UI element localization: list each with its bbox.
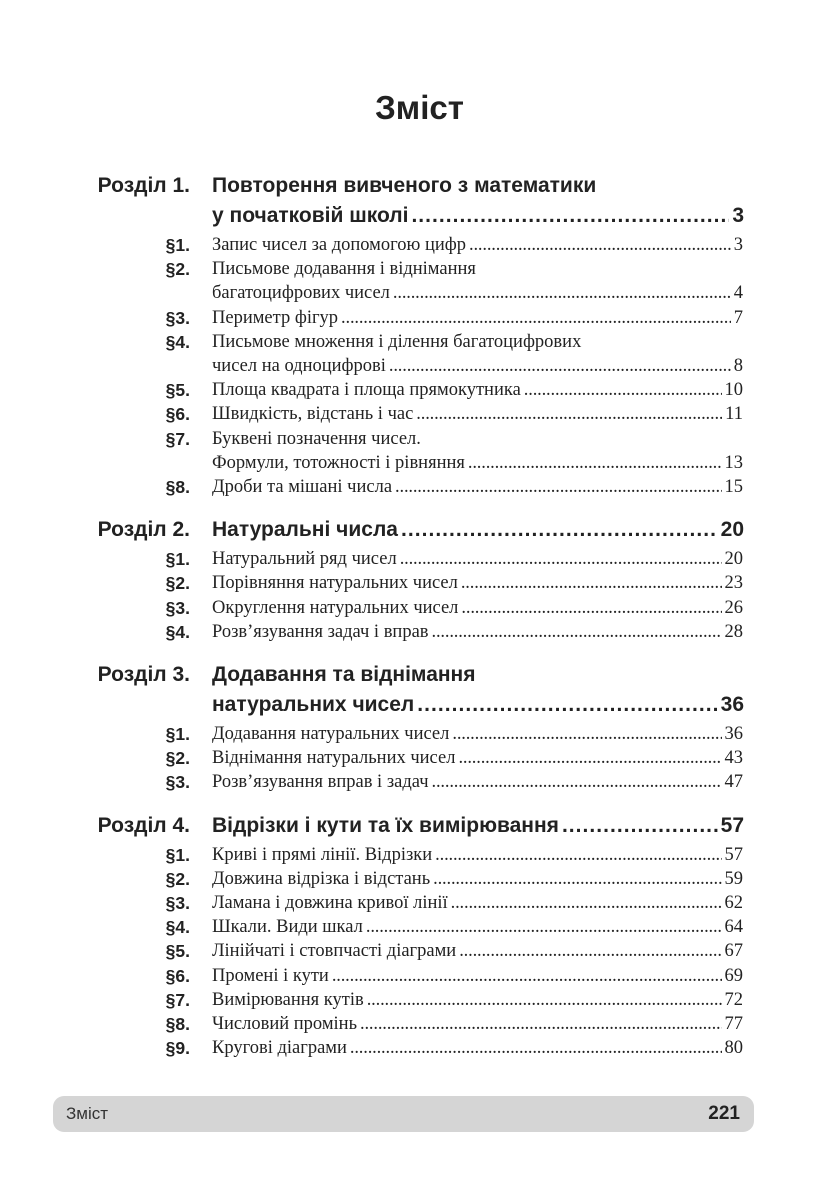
section-title-text: Криві і прямі лінії. Відрізки <box>212 844 433 865</box>
section-label: §5. <box>165 941 190 962</box>
page-title: Зміст <box>375 89 464 126</box>
section-title-text: Формули, тотожності і рівняння <box>212 452 465 473</box>
section-title-text: чисел на одноцифрові <box>212 355 386 376</box>
chapter-title-line <box>212 171 744 201</box>
dot-leader <box>433 867 721 891</box>
section-title-line <box>212 939 743 963</box>
section-entry <box>0 988 839 1012</box>
dot-leader <box>411 201 729 231</box>
chapter-title-line <box>212 515 744 545</box>
section-entry <box>0 330 839 378</box>
section-title-line <box>212 475 743 499</box>
section-label: §3. <box>165 307 190 328</box>
section-label: §5. <box>165 380 190 401</box>
section-label: §7. <box>165 989 190 1010</box>
page-number: 57 <box>724 844 743 865</box>
dot-leader <box>366 915 722 939</box>
section-title-line <box>212 964 743 988</box>
section-title-line <box>212 1036 743 1060</box>
dot-leader <box>435 843 721 867</box>
dot-leader <box>367 988 722 1012</box>
section-entry <box>0 915 839 939</box>
section-title-line <box>212 988 743 1012</box>
chapter-entry <box>0 171 839 231</box>
chapter-title-text: у початковій школі <box>212 204 409 227</box>
section-entry <box>0 306 839 330</box>
page-number: 62 <box>724 893 743 913</box>
section-title-line <box>212 281 743 305</box>
footer-bar <box>53 1096 754 1132</box>
section-label: §1. <box>165 549 190 570</box>
section-title-line <box>212 1012 743 1036</box>
page-number: 26 <box>724 597 743 618</box>
dot-leader <box>432 770 722 794</box>
dot-leader <box>360 1012 721 1036</box>
section-label: §8. <box>165 1014 190 1034</box>
section-title-text: Периметр фігур <box>212 307 339 328</box>
section-title-text: Ламана і довжина кривої лінії <box>212 893 448 913</box>
section-label: §7. <box>165 428 190 449</box>
page-number: 67 <box>724 941 743 962</box>
section-title-line <box>212 257 743 281</box>
chapter-title-line <box>212 811 744 841</box>
section-entry <box>0 402 839 426</box>
chapter-title-text: Натуральні числа <box>212 518 398 542</box>
chapter-title-line <box>212 201 744 231</box>
section-entry <box>0 233 839 257</box>
dot-leader <box>416 402 722 426</box>
dot-leader <box>341 306 731 330</box>
page-number: 3 <box>733 235 743 255</box>
section-title-text: Промені і кути <box>212 965 329 986</box>
chapter-label: Розділ 2. <box>97 518 190 542</box>
section-title-text: Натуральний ряд чисел <box>212 549 397 570</box>
page-number: 3 <box>732 204 744 227</box>
section-title-text: Віднімання натуральних чисел <box>212 748 456 769</box>
page-number: 43 <box>724 748 743 769</box>
section-title-line <box>212 891 743 915</box>
page-number: 59 <box>724 868 743 889</box>
section-entry <box>0 891 839 915</box>
page-number: 20 <box>720 518 744 542</box>
section-title-line <box>212 306 743 330</box>
section-title-text: Лінійчаті і стовпчасті діаграми <box>212 941 457 962</box>
section-label: §8. <box>165 477 190 497</box>
section-title-line <box>212 596 743 620</box>
dot-leader <box>451 891 722 915</box>
section-title-text: Розв’язування задач і вправ <box>212 621 429 642</box>
dot-leader <box>452 722 721 746</box>
dot-leader <box>459 939 721 963</box>
section-entry <box>0 571 839 595</box>
section-entry <box>0 939 839 963</box>
page-number: 36 <box>724 724 743 744</box>
section-title-text: Кругові діаграми <box>212 1038 347 1059</box>
dot-leader <box>461 596 721 620</box>
page-number: 80 <box>724 1038 743 1059</box>
section-title-text: Запис чисел за допомогою цифр <box>212 235 467 255</box>
section-entry <box>0 547 839 571</box>
chapter-entry <box>0 660 839 720</box>
section-title-text: Площа квадрата і площа прямокутника <box>212 380 521 401</box>
section-title-line <box>212 571 743 595</box>
section-label: §6. <box>165 965 190 986</box>
chapter-label: Розділ 3. <box>97 663 190 686</box>
section-label: §1. <box>165 724 190 744</box>
dot-leader <box>393 281 731 305</box>
dot-leader <box>524 378 722 402</box>
dot-leader <box>461 571 722 595</box>
section-title-text: багатоцифрових чисел <box>212 283 390 304</box>
section-label: §4. <box>165 917 190 938</box>
dot-leader <box>389 354 731 378</box>
section-title-line <box>212 843 743 867</box>
section-title-text: Шкали. Види шкал <box>212 917 363 938</box>
section-label: §2. <box>165 573 190 594</box>
chapter-entry <box>0 811 839 841</box>
section-entry <box>0 378 839 402</box>
section-entry <box>0 867 839 891</box>
section-title-line <box>212 402 743 426</box>
section-title-text: Письмове додавання і віднімання <box>212 259 476 280</box>
section-title-text: Округлення натуральних чисел <box>212 597 459 618</box>
section-title-line <box>212 378 743 402</box>
section-label: §1. <box>165 235 190 255</box>
section-title-text: Числовий промінь <box>212 1014 358 1034</box>
dot-leader <box>458 746 721 770</box>
section-title-text: Додавання натуральних чисел <box>212 724 450 744</box>
page-number: 10 <box>724 380 743 401</box>
dot-leader <box>401 515 718 545</box>
page-number: 77 <box>724 1014 743 1034</box>
section-title-text: Довжина відрізка і відстань <box>212 868 431 889</box>
section-title-line <box>212 722 743 746</box>
page-number: 64 <box>724 917 743 938</box>
footer-page-number: 221 <box>708 1103 740 1124</box>
section-title-text: Письмове множення і ділення багатоцифрових <box>212 331 582 352</box>
chapter-label: Розділ 4. <box>97 813 190 837</box>
section-label: §2. <box>165 868 190 889</box>
section-entry <box>0 257 839 305</box>
section-title-line <box>212 770 743 794</box>
section-title-line <box>212 915 743 939</box>
chapter-title-line <box>212 690 744 720</box>
section-title-text: Вимірювання кутів <box>212 989 364 1010</box>
chapter-title-text: Додавання та віднімання <box>212 663 476 686</box>
dot-leader <box>350 1036 722 1060</box>
section-title-line <box>212 330 743 354</box>
dot-leader <box>468 451 722 475</box>
section-label: §6. <box>165 404 190 425</box>
dot-leader <box>332 964 722 988</box>
section-title-line <box>212 620 743 644</box>
dot-leader <box>432 620 722 644</box>
section-title-text: Буквені позначення чисел. <box>212 428 421 449</box>
page-number: 15 <box>724 477 743 497</box>
chapter-entry <box>0 515 839 545</box>
section-title-text: Швидкість, відстань і час <box>212 404 414 425</box>
page-number: 7 <box>733 307 743 328</box>
section-entry <box>0 596 839 620</box>
page-number: 47 <box>724 772 743 793</box>
section-entry <box>0 620 839 644</box>
section-entry <box>0 722 839 746</box>
section-title-line <box>212 233 743 257</box>
section-title-text: Дроби та мішані числа <box>212 477 393 497</box>
dot-leader <box>395 475 721 499</box>
section-title-text: Порівняння натуральних чисел <box>212 573 458 594</box>
chapter-title-text: натуральних чисел <box>212 693 415 716</box>
chapter-title-line <box>212 660 744 690</box>
section-entry <box>0 964 839 988</box>
page-number: 8 <box>733 355 743 376</box>
section-label: §9. <box>165 1038 190 1059</box>
page-number: 69 <box>724 965 743 986</box>
page-number: 28 <box>724 621 743 642</box>
page-number: 13 <box>724 452 743 473</box>
footer-title: Зміст <box>66 1104 109 1123</box>
section-title-line <box>212 427 743 451</box>
dot-leader <box>417 690 717 720</box>
section-label: §4. <box>165 331 190 352</box>
page-number: 36 <box>720 693 744 716</box>
page-number: 4 <box>733 283 743 304</box>
section-entry <box>0 427 839 475</box>
section-title-text: Розв’язування вправ і задач <box>212 772 429 793</box>
section-entry <box>0 746 839 770</box>
section-entry <box>0 1036 839 1060</box>
page-number: 23 <box>724 573 743 594</box>
section-label: §3. <box>165 772 190 793</box>
section-title-line <box>212 867 743 891</box>
dot-leader <box>400 547 722 571</box>
chapter-title-text: Повторення вивченого з математики <box>212 174 597 197</box>
section-title-line <box>212 451 743 475</box>
page-number: 11 <box>725 404 743 425</box>
section-label: §1. <box>165 844 190 865</box>
page-number: 72 <box>724 989 743 1010</box>
section-title-line <box>212 354 743 378</box>
section-label: §2. <box>165 748 190 769</box>
section-entry <box>0 843 839 867</box>
chapter-label: Розділ 1. <box>97 174 190 197</box>
dot-leader <box>469 233 731 257</box>
section-title-line <box>212 547 743 571</box>
section-entry <box>0 475 839 499</box>
chapter-title-text: Відрізки і кути та їх вимірювання <box>212 813 559 837</box>
dot-leader <box>562 811 718 841</box>
section-label: §4. <box>165 621 190 642</box>
page-number: 57 <box>720 813 744 837</box>
section-label: §2. <box>165 259 190 280</box>
section-entry <box>0 770 839 794</box>
section-label: §3. <box>165 893 190 913</box>
section-label: §3. <box>165 597 190 618</box>
section-title-line <box>212 746 743 770</box>
section-entry <box>0 1012 839 1036</box>
page-number: 20 <box>724 549 743 570</box>
